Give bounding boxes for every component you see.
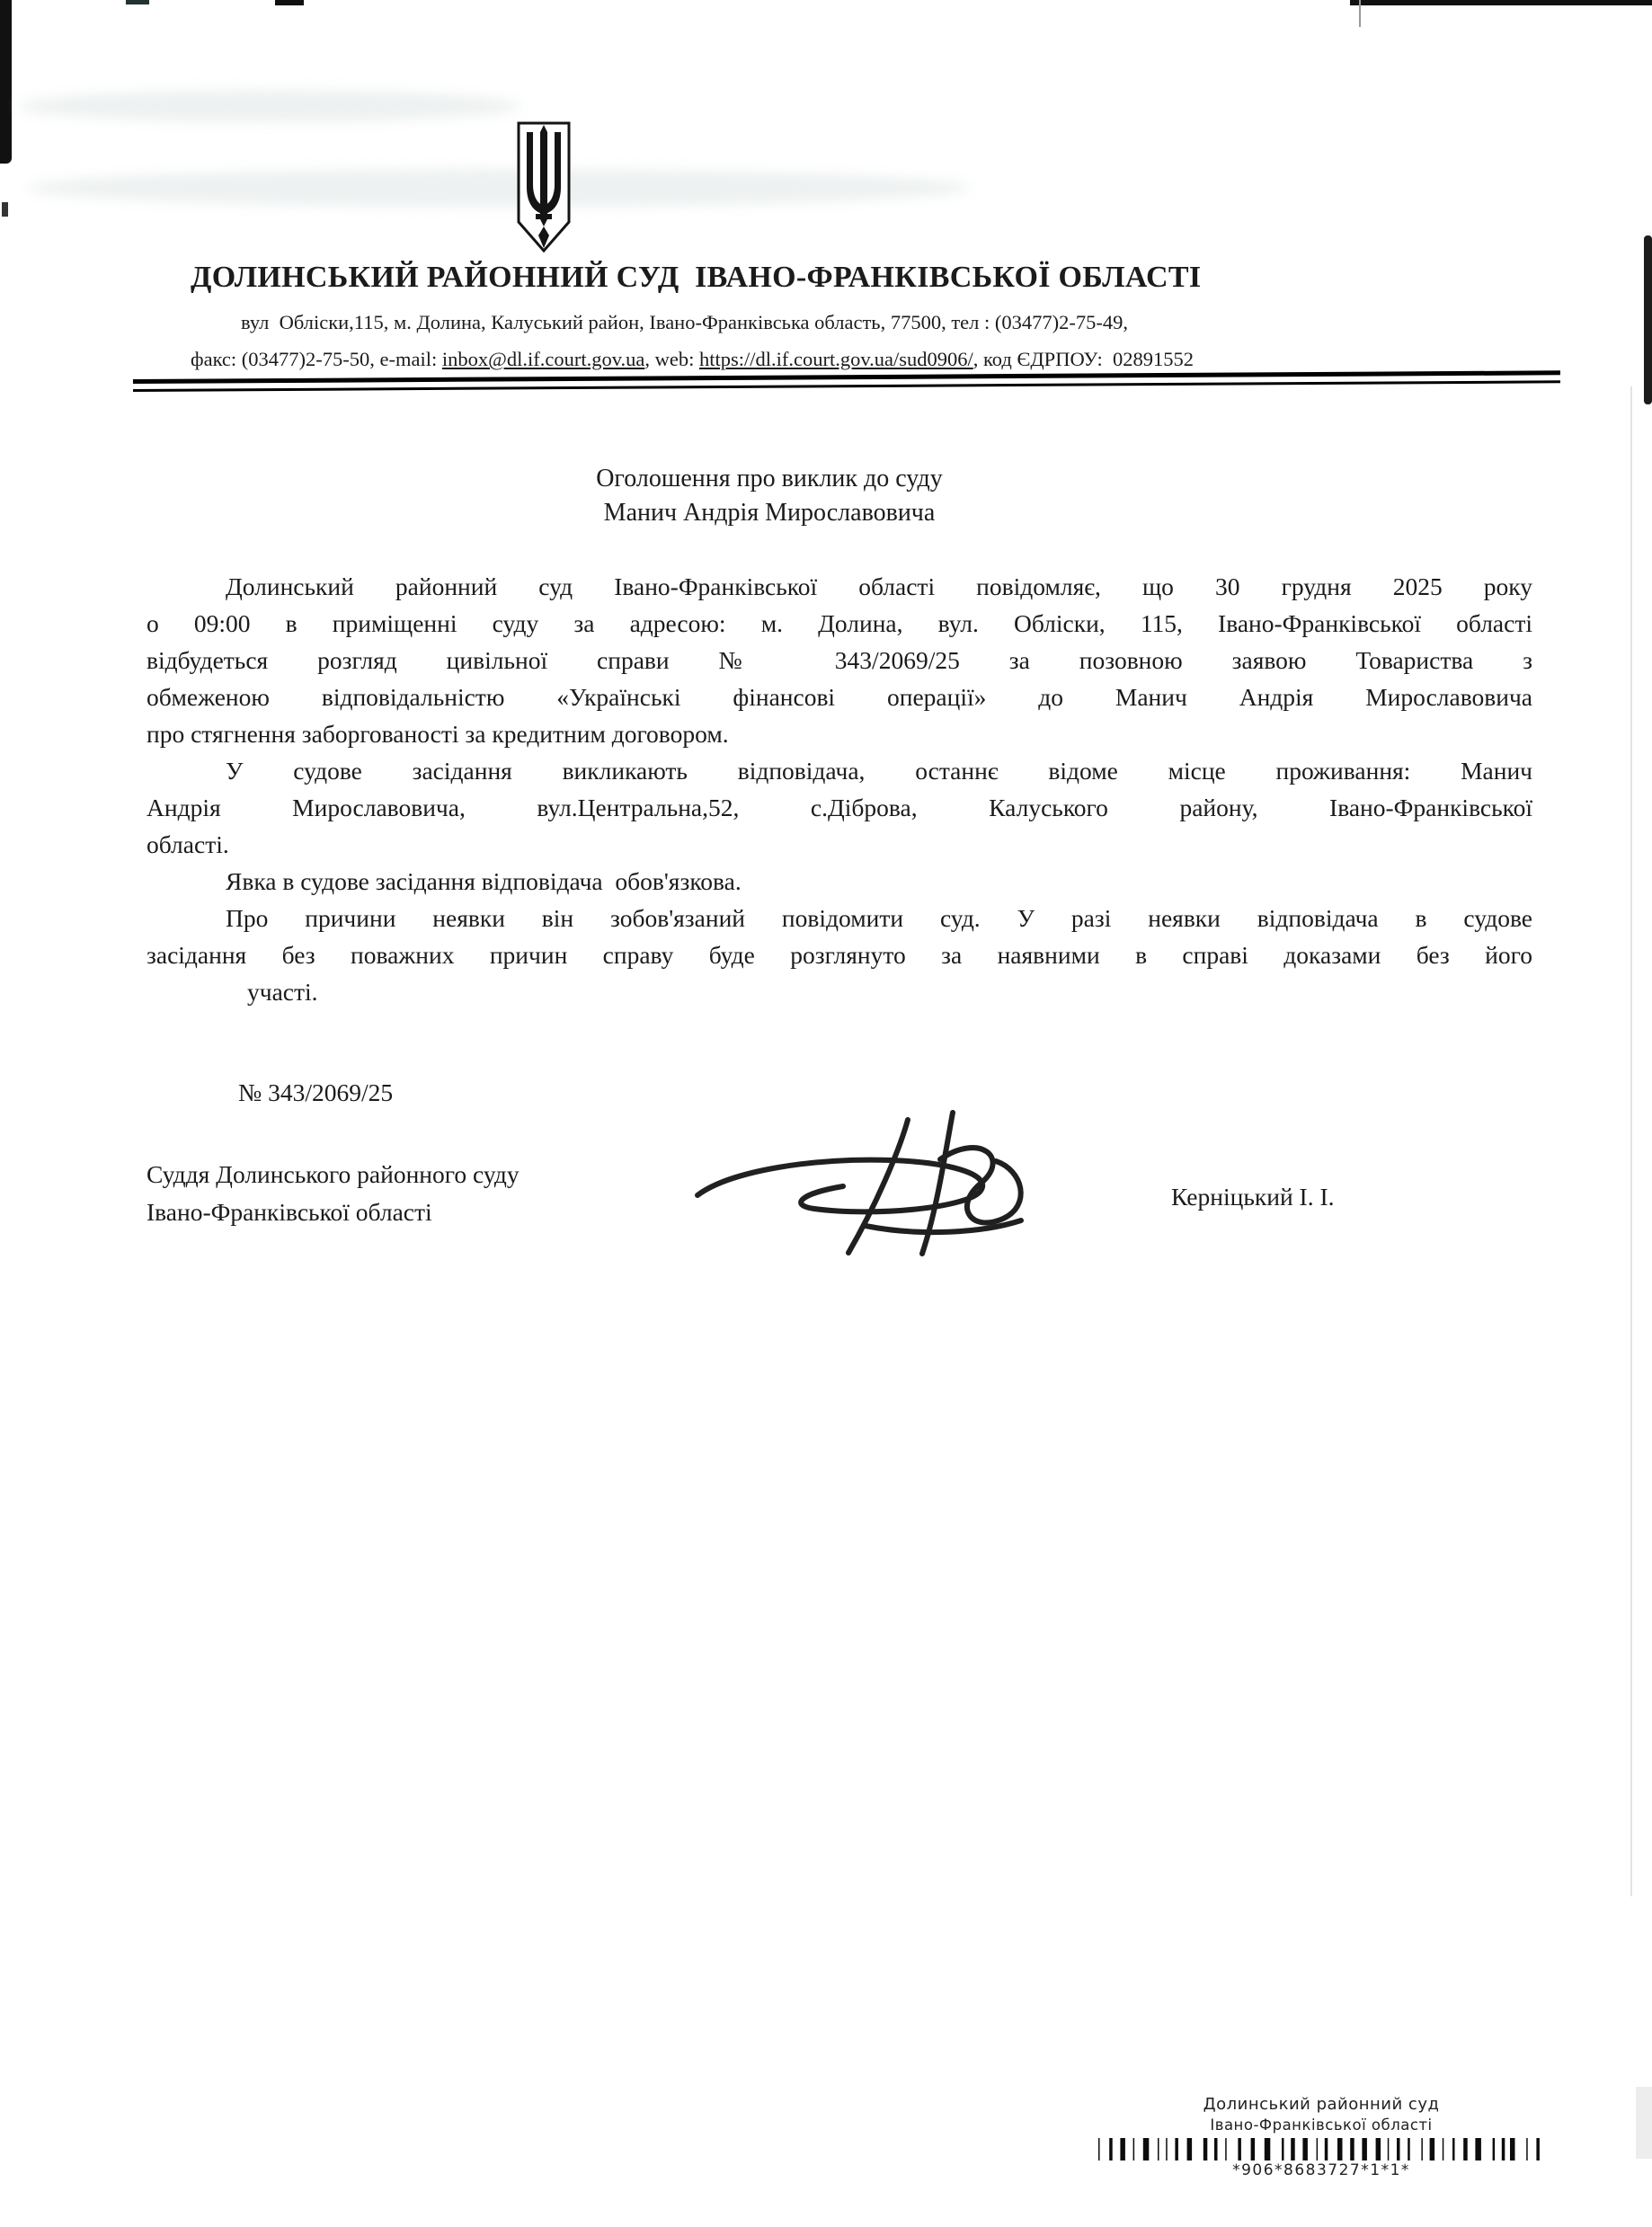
case-number: № 343/2069/25 — [238, 1078, 394, 1106]
body-line: області. — [147, 830, 229, 858]
announcement-body — [147, 568, 1532, 1010]
registration-stamp — [1098, 2094, 1544, 2179]
court-address-line: вул Обліски,115, м. Долина, Калуський район, Івано-Франківська область, 77500, тел : (03477)2-75-49, — [241, 311, 1128, 333]
header-divider-rule — [133, 370, 1560, 392]
body-line: У судове засідання викликають відповідача, останнє відоме місце проживання: Манич — [226, 757, 1532, 785]
scan-artifact-bottom-right-patch — [1636, 2087, 1652, 2159]
scan-smudge-2 — [27, 169, 971, 207]
scan-artifact-top-right-strip — [1350, 0, 1652, 5]
body-line: Про причини неявки він зобов'язаний повідомити суд. У разі неявки відповідача в судове — [226, 904, 1532, 932]
barcode — [1098, 2138, 1544, 2160]
body-line: засідання без поважних причин справу буде розглянуто за наявними в справі доказами без його — [147, 941, 1532, 969]
stamp-barcode-text: *906*8683727*1*1* — [1232, 2161, 1410, 2179]
scan-artifact-top-mark-2 — [275, 0, 304, 5]
stamp-court-line1: Долинський районний суд — [1203, 2095, 1440, 2114]
scan-smudge-1 — [18, 90, 521, 122]
contacts-mid: , web: — [644, 348, 699, 370]
scan-artifact-left-bar — [0, 0, 12, 164]
judge-role-block — [147, 1156, 520, 1231]
body-line: Андрія Мирославовича, вул.Центральна,52, с.Діброва, Калуського району, Івано-Франківської — [147, 794, 1532, 821]
court-name-heading: ДОЛИНСЬКИЙ РАЙОННИЙ СУД ІВАНО-ФРАНКІВСЬКОЇ ОБЛАСТІ — [191, 261, 1202, 294]
ukraine-trident-icon — [515, 120, 573, 253]
judge-name: Керніцький І. І. — [1171, 1183, 1335, 1211]
body-line: участі. — [247, 978, 318, 1006]
judge-role-line1: Суддя Долинського районного суду — [147, 1160, 520, 1188]
scan-artifact-top-right-tick — [1359, 0, 1361, 27]
scan-artifact-right-streak — [1644, 235, 1652, 404]
contacts-prefix: факс: (03477)2-75-50, e-mail: — [191, 348, 442, 370]
body-line: Явка в судове засідання відповідача обов'язкова. — [226, 867, 742, 895]
scan-artifact-top-mark-1 — [126, 0, 149, 4]
body-line: Долинський районний суд Івано-Франківської області повідомляє, що 30 грудня 2025 року — [226, 572, 1532, 600]
court-email: inbox@dl.if.court.gov.ua — [441, 348, 645, 370]
stamp-court-line2: Івано-Франківської області — [1210, 2116, 1433, 2134]
judge-role-line2: Івано-Франківської області — [147, 1198, 432, 1226]
handwritten-signature — [681, 1107, 1050, 1264]
announcement-title: Оголошення про виклик до суду — [596, 465, 943, 492]
court-website: https://dl.if.court.gov.ua/sud0906/ — [698, 348, 973, 370]
contacts-suffix: , код ЄДРПОУ: 02891552 — [973, 348, 1195, 370]
announcement-title-block — [509, 462, 1030, 530]
body-line: про стягнення заборгованості за кредитним договором. — [147, 720, 729, 748]
body-line: відбудеться розгляд цивільної справи № 343/2069/25 за позовною заявою Товариства з — [147, 646, 1532, 674]
scan-artifact-left-speck — [2, 202, 8, 217]
barcode-wrap — [1098, 2138, 1544, 2160]
body-line: о 09:00 в приміщенні суду за адресою: м. Долина, вул. Обліски, 115, Івано-Франківської області — [147, 609, 1532, 637]
scan-artifact-right-edge-line — [1630, 386, 1632, 1896]
announcement-addressee: Манич Андрія Мирославовича — [603, 499, 936, 527]
body-line: обмеженою відповідальністю «Українські фінансові операції» до Манич Андрія Мирославовича — [147, 683, 1532, 711]
court-contacts-line — [191, 348, 1194, 371]
